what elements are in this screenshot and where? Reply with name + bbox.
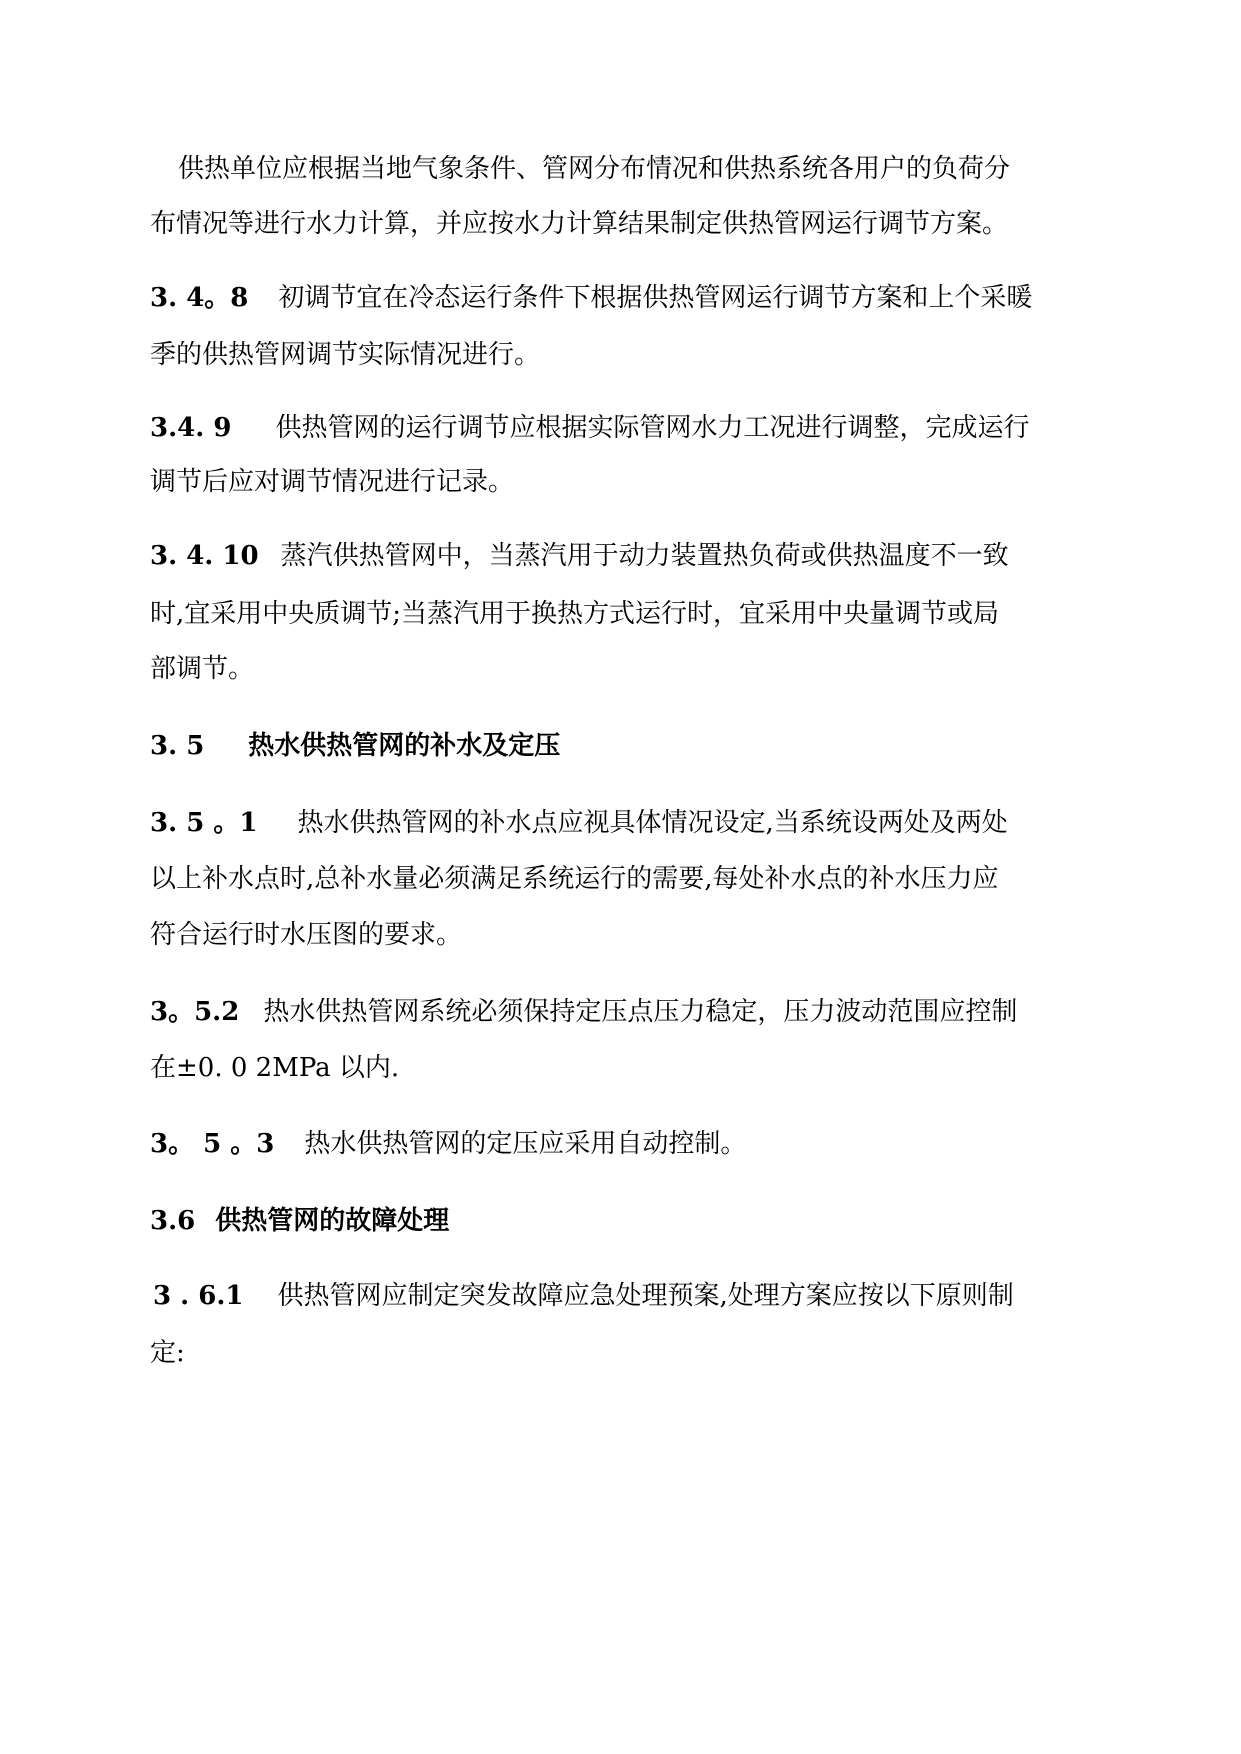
clause-number: 3。 5 。3 [150,1129,275,1159]
clause-text: 初调节宜在冷态运行条件下根据供热管网运行调节方案和上个采暖 [278,283,1033,313]
clause-number: 3. 4。8 [150,283,249,313]
paragraph-line: 在±0. 0 2MPa 以内. [150,1053,400,1083]
clause-number: 3。5.2 [150,997,240,1027]
paragraph-line: 时,宜采用中央质调节;当蒸汽用于换热方式运行时，宜采用中央量调节或局 [150,599,1000,629]
section-heading-3-6 [150,1204,449,1238]
paragraph-line: 调节后应对调节情况进行记录。 [150,467,515,497]
clause-3-4-9 [150,411,1029,445]
clause-3-6-1 [153,1279,1014,1313]
clause-number: 3. 5 。1 [150,808,258,838]
clause-text: 蒸汽供热管网中，当蒸汽用于动力装置热负荷或供热温度不一致 [280,541,1009,571]
clause-number: 3.4. 9 [150,413,232,443]
clause-3-5-1 [150,806,1008,840]
clause-3-4-10 [150,539,1009,573]
clause-3-5-2 [150,995,1017,1029]
section-number: 3. 5 [150,731,205,761]
clause-text: 供热管网应制定突发故障应急处理预案,处理方案应按以下原则制 [277,1281,1014,1311]
clause-text: 热水供热管网的定压应采用自动控制。 [304,1129,747,1159]
clause-3-5-3 [150,1127,746,1161]
section-title: 供热管网的故障处理 [215,1206,450,1236]
section-number: 3.6 [150,1206,196,1236]
paragraph-line: 供热单位应根据当地气象条件、管网分布情况和供热系统各用户的负荷分 [178,154,1011,184]
paragraph-line: 部调节。 [150,654,255,684]
paragraph-line: 符合运行时水压图的要求。 [150,920,463,950]
clause-text: 热水供热管网系统必须保持定压点压力稳定，压力波动范围应控制 [263,997,1018,1027]
paragraph-line: 布情况等进行水力计算，并应按水力计算结果制定供热管网运行调节方案。 [150,209,1009,239]
clause-text: 热水供热管网的补水点应视具体情况设定,当系统设两处及两处 [297,808,1008,838]
clause-number: 3 . 6.1 [153,1281,244,1311]
paragraph-line: 季的供热管网调节实际情况进行。 [150,340,541,370]
clause-3-4-8 [150,281,1032,315]
clause-number: 3. 4. 10 [150,541,259,571]
section-title: 热水供热管网的补水及定压 [248,731,561,761]
clause-text: 供热管网的运行调节应根据实际管网水力工况进行调整，完成运行 [275,413,1030,443]
paragraph-line: 以上补水点时,总补水量必须满足系统运行的需要,每处补水点的补水压力应 [150,864,999,894]
section-heading-3-5 [150,729,560,763]
paragraph-line: 定: [150,1338,185,1368]
